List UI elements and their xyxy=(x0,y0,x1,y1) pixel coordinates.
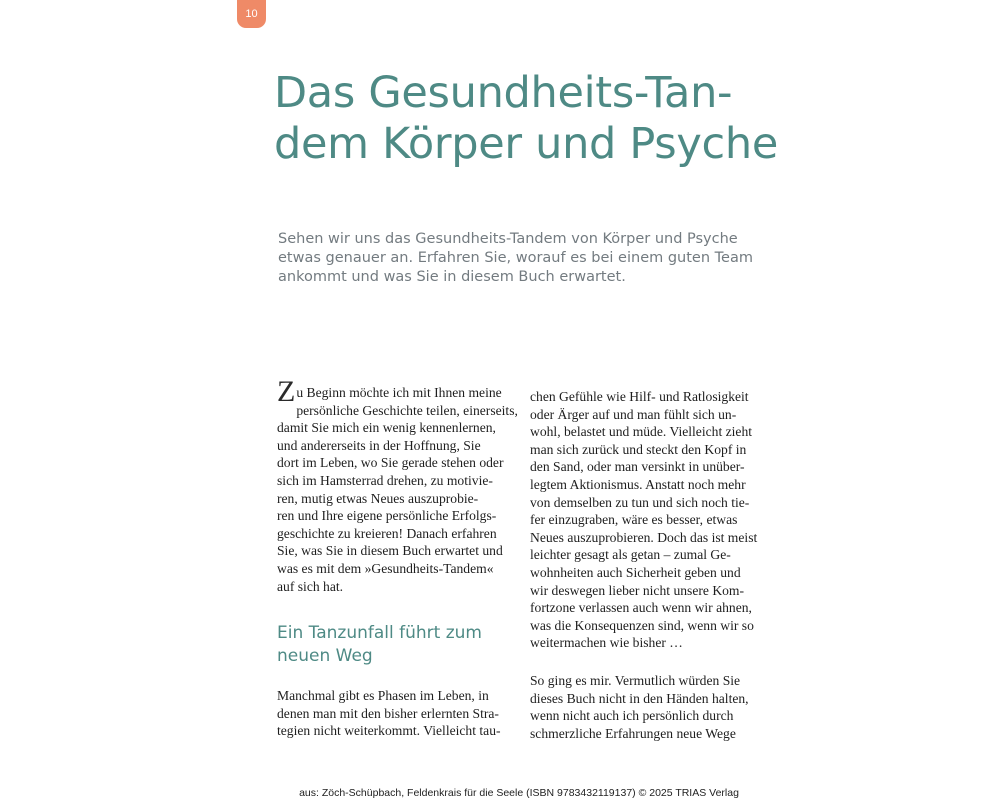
text-line: dort im Leben, wo Sie gerade stehen oder xyxy=(277,455,504,471)
opening-paragraph xyxy=(277,375,518,595)
text-line: damit Sie mich ein wenig kennenlernen, xyxy=(277,420,496,436)
intro-line: Sehen wir uns das Gesundheits-Tandem von Körper und Psyche xyxy=(278,231,738,247)
text-line: den Sand, oder man versinkt in unüber- xyxy=(530,459,745,475)
chapter-title xyxy=(274,68,778,170)
subheading-line: Ein Tanzunfall führt zum xyxy=(277,623,482,644)
text-line: schmerzliche Erfahrungen neue Wege xyxy=(530,725,736,741)
text-line: oder Ärger auf und man fühlt sich un- xyxy=(530,406,737,422)
paragraph xyxy=(530,672,770,742)
intro-paragraph xyxy=(278,230,753,287)
page-number-badge: 10 xyxy=(237,0,266,28)
text-line: auf sich hat. xyxy=(277,578,344,594)
text-line: ren und Ihre eigene persönliche Erfolgs- xyxy=(277,508,497,524)
text-line: weitermachen wie bisher … xyxy=(530,635,683,651)
title-line: dem Körper und Psyche xyxy=(274,119,778,169)
text-line: chen Gefühle wie Hilf- und Ratlosigkeit xyxy=(530,389,749,404)
text-line: persönliche Geschichte teilen, einerseits, xyxy=(296,402,518,418)
text-line: man sich zurück und steckt den Kopf in xyxy=(530,441,747,457)
text-line: fer einzugraben, wäre es besser, etwas xyxy=(530,512,738,528)
section-subheading xyxy=(277,622,517,668)
text-line: wohnheiten auch Sicherheit geben und xyxy=(530,564,741,580)
text-line: von demselben zu tun und sich noch tie- xyxy=(530,494,750,510)
text-line: leichter gesagt als getan – zumal Ge- xyxy=(530,547,731,563)
continued-paragraph xyxy=(530,388,770,652)
text-line: wir deswegen lieber nicht unsere Kom- xyxy=(530,582,745,598)
text-line: ren, mutig etwas Neues auszuprobie- xyxy=(277,490,479,506)
source-footer: aus: Zöch-Schüpbach, Feldenkrais für die Seele (ISBN 9783432119137) © 2025 TRIAS Verlag xyxy=(299,787,739,799)
text-line: geschichte zu kreieren! Danach erfahren xyxy=(277,525,497,541)
subheading-line: neuen Weg xyxy=(277,646,373,667)
text-line: denen man mit den bisher erlernten Stra- xyxy=(277,705,499,721)
text-line: dieses Buch nicht in den Händen halten, xyxy=(530,690,749,706)
text-column-left xyxy=(277,375,518,740)
text-column-right xyxy=(530,388,770,742)
text-line: fortzone verlassen auch wenn wir ahnen, xyxy=(530,600,752,616)
text-line: sich im Hamsterrad drehen, zu motivie- xyxy=(277,472,493,488)
text-line: wenn nicht auch ich persönlich durch xyxy=(530,708,734,724)
text-line: tegien nicht weiterkommt. Vielleicht tau- xyxy=(277,723,501,739)
text-line: was die Konsequenzen sind, wenn wir so xyxy=(530,617,754,633)
text-line: So ging es mir. Vermutlich würden Sie xyxy=(530,672,741,688)
section-paragraph xyxy=(277,687,517,740)
title-line: Das Gesundheits-Tan- xyxy=(274,68,733,118)
text-line: Sie, was Sie in diesem Buch erwartet und xyxy=(277,543,503,559)
text-line: was es mit dem »Gesundheits-Tandem« xyxy=(277,560,494,576)
drop-cap: Z xyxy=(277,375,296,408)
intro-line: ankommt und was Sie in diesem Buch erwartet. xyxy=(278,269,626,285)
text-line: und andererseits in der Hoffnung, Sie xyxy=(277,437,481,453)
text-line: Manchmal gibt es Phasen im Leben, in xyxy=(277,688,489,704)
text-line: legtem Aktionismus. Anstatt noch mehr xyxy=(530,476,746,492)
intro-line: etwas genauer an. Erfahren Sie, worauf es bei einem guten Team xyxy=(278,250,753,266)
text-line: u Beginn möchte ich mit Ihnen meine xyxy=(296,385,502,400)
text-line: Neues auszuprobieren. Doch das ist meist xyxy=(530,529,758,545)
text-line: wohl, belastet und müde. Vielleicht zieht xyxy=(530,424,753,440)
